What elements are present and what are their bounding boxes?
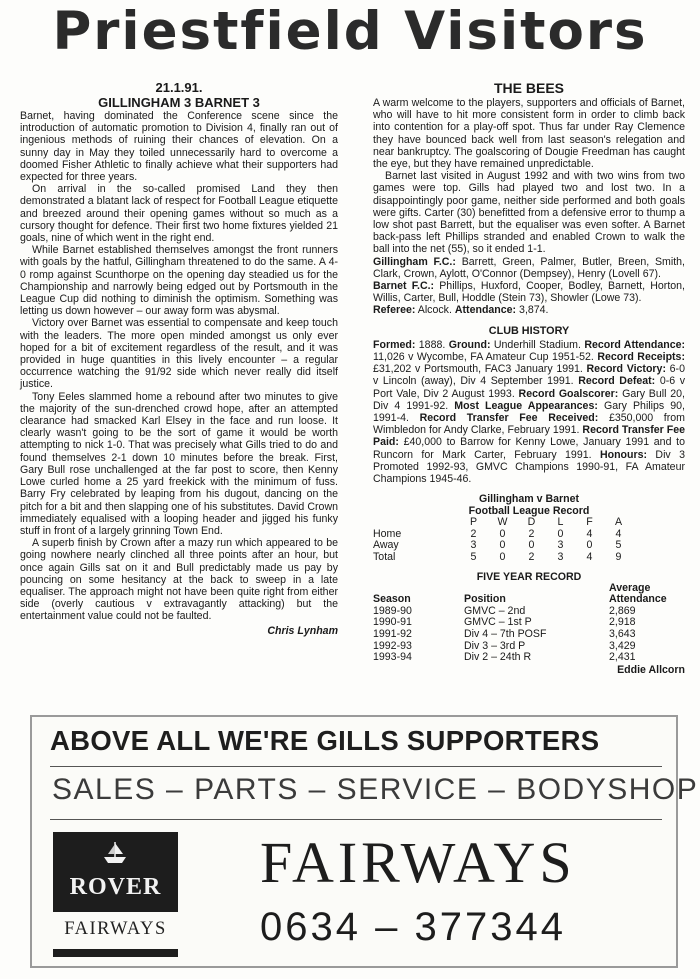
attendance-label: Attendance:	[454, 304, 517, 317]
history-value: Gary Bull 20, Div 4 1991-92.	[373, 387, 685, 412]
attendance-cell: 2,869	[609, 604, 636, 617]
five-year-title: FIVE YEAR RECORD	[476, 570, 582, 583]
history-label: Record Transfer Fee Received:	[419, 412, 599, 425]
bees-last-visit: Barnet last visited in August 1992 and with two wins from two games were top. Gills had played two and lost two. In a disappointingly poor game, neither side performed and both goals were gifts. Carter (30) benefitted from a defensive error to thump a low shot past Barrett, but the equaliser was even softer. A Barnet back-pass left Phillips stranded and enabled Crown to walk the ball into the net (55), so it ended 1-1.	[373, 170, 685, 256]
advert-services: SALES – PARTS – SERVICE – BODYSHOP	[52, 773, 699, 806]
table-cell: 2	[470, 527, 477, 540]
gills-lineup-players: Barrett, Green, Palmer, Butler, Breen, Smith, Clark, Crown, Aylott, O'Connor (Dempsey), Henry (Lovell 67).	[373, 255, 685, 280]
table-row	[373, 552, 633, 564]
history-label: Honours:	[599, 448, 648, 461]
column-header: L	[557, 516, 564, 529]
history-label: Record Transfer Fee Paid:	[373, 424, 685, 449]
rover-badge	[53, 832, 178, 912]
position-cell: GMVC – 1st P	[464, 616, 532, 629]
barnet-lineup-players: Phillips, Huxford, Cooper, Bodley, Barnett, Horton, Willis, Carter, Bull, Hoddle (Stein 73), Showler (Lowe 73).	[373, 280, 685, 305]
history-label: Record Defeat:	[578, 375, 656, 388]
column-header: Position	[464, 593, 506, 606]
table-cell: 5	[470, 551, 477, 564]
rover-wordmark: ROVER	[69, 874, 162, 900]
column-header: P	[469, 516, 478, 529]
history-value: 11,026 v Wycombe, FA Amateur Cup 1951-52.	[373, 351, 594, 364]
column-header	[609, 583, 685, 606]
season-cell: 1990-91	[373, 616, 412, 629]
position-cell: Div 4 – 7th POSF	[464, 628, 547, 641]
bees-column	[373, 80, 685, 676]
table-cell: 5	[615, 539, 622, 552]
history-value: £40,000 to Barrow for Kenny Lowe, January 1991 and to Runcorn for Mark Carter, February 1991.	[373, 436, 685, 461]
advert-slogan: ABOVE ALL WE'RE GILLS SUPPORTERS	[50, 725, 600, 756]
column-header: A	[614, 516, 623, 529]
table-cell: 2	[528, 551, 535, 564]
season-cell: 1989-90	[373, 604, 412, 617]
badge-underline	[53, 949, 178, 957]
report-paragraph: Tony Eeles slammed home a rebound after two minutes to give the majority of the sun-drenched crowd hope, after an attempted clearance had smacked Karl Elsey in the face and run loose. It clearly wasn't going to be the sort of game it would be worth attempting to nick 1-0. That was precisely what Gills tried to do and found themselves 2-1 down 10 minutes before the break. First, Gary Bull rose unchallenged at the far post to score, then Kenny Lowe curled home a 25 yard freekick with the minimum of fuss. Barry Fry celebrated by leaping from his dugout, dancing on the pitch for a bit and then slapping one of his substitutes. David Crown immediately equalised with a looping header and jigged his funky stuff in front of a largely grinning Town End.	[20, 390, 338, 537]
match-report	[20, 80, 338, 637]
five-year-table	[373, 583, 685, 664]
position-cell: Div 3 – 3rd P	[464, 639, 526, 652]
page-masthead: Priestfield Visitors	[52, 1, 648, 62]
attendance-header-line: Average	[609, 581, 651, 594]
position-cell: GMVC – 2nd	[464, 604, 526, 617]
barnet-lineup-label: Barnet F.C.:	[373, 280, 435, 293]
history-label: Formed:	[373, 338, 416, 351]
report-paragraph: A superb finish by Crown after a mazy run which appeared to be going nowhere nearly clinched all three points after an hour, but once again Gills sat on it and Bull predictably made us pay by pouncing on some hesitancy at the back to sweep in a late equaliser. The approach might not have been quite right from either side (overly cautious v extravagantly attacking) but the entertainment value could not be faulted.	[20, 537, 338, 623]
table-cell: 3	[557, 539, 564, 552]
advert-divider	[50, 819, 662, 820]
table-cell: 3	[470, 539, 477, 552]
bees-title: THE BEES	[493, 80, 564, 96]
history-value: Underhill Stadium.	[493, 338, 581, 351]
five-year-signoff: Eddie Allcorn	[617, 663, 685, 676]
row-label: Total	[373, 551, 396, 564]
report-paragraph: While Barnet established themselves amongst the front runners with goals by the hatful, Gillingham threatened to do the same. A 4-0 romp against Scunthorpe on the opening day steadied us for the Championship and narrowly being edged out by Portsmouth in the League Cup did nothing to diminish the optimism. Something was letting us down however – our away form was abysmal.	[20, 244, 338, 318]
history-label: Record Goalscorer:	[518, 387, 619, 400]
season-cell: 1991-92	[373, 628, 412, 641]
table-cell: 0	[528, 539, 535, 552]
club-history-title: CLUB HISTORY	[488, 324, 570, 337]
row-label: Away	[373, 539, 399, 552]
report-paragraph: On arrival in the so-called promised Land they then demonstrated a blatant lack of respect for Football League etiquette and breezed around their opening games without so much as a cursory thought for defence. Their first two home fixtures yielded 21 goals, nine of which went in the right end.	[20, 183, 338, 245]
history-value: 6-0 v Lincoln (away), Div 4 September 1991.	[373, 363, 685, 388]
attendance-value: 3,874.	[519, 304, 549, 317]
table-cell: 0	[499, 551, 506, 564]
advert-phone: 0634 – 377344	[260, 905, 566, 949]
bees-intro: A warm welcome to the players, supporters and officials of Barnet, who will have to hit more consistent form in order to climb back into contention for a play-off spot. Thus far under Ray Clemence they have bounced back well from last season's relegation and near bankruptcy. The goalscoring of Dougie Freedman has caught the eye, but they have remained unpredictable.	[373, 97, 685, 171]
report-headline: GILLINGHAM 3 BARNET 3	[98, 95, 260, 110]
history-value: Div 3 Promoted 1992-93, GMVC Champions 1990-91, FA Amateur Champions 1945-46.	[373, 448, 685, 486]
column-header: F	[586, 516, 593, 529]
advert-dealer-name: FAIRWAYS	[260, 830, 576, 895]
table-cell: 0	[557, 527, 564, 540]
barnet-lineup	[373, 280, 685, 304]
history-value: 1888.	[418, 338, 446, 351]
gills-lineup-label: Gillingham F.C.:	[373, 255, 456, 268]
table-cell: 2	[528, 527, 535, 540]
attendance-cell: 3,643	[609, 628, 636, 641]
viking-ship-icon	[101, 840, 129, 866]
history-label: Most League Appearances:	[454, 399, 598, 412]
table-row	[373, 652, 685, 664]
table-cell: 4	[586, 527, 593, 540]
history-label: Record Receipts:	[597, 351, 685, 364]
history-value: Gary Philips 90, 1991-4.	[373, 399, 685, 425]
report-paragraph: Barnet, having dominated the Conference scene since the introduction of automatic promotion to Division 4, finally ran out of ingenious methods of ruining their chances of elevation. On a sunny day in May they toiled unnecessarily hard to overcome a doomed Fisher Athletic to finally achieve what their supporters had expected for three years.	[20, 110, 338, 184]
table-row	[373, 629, 685, 641]
league-record-subtitle: Football League Record	[468, 505, 590, 518]
season-cell: 1992-93	[373, 639, 412, 652]
advert-divider	[50, 766, 662, 767]
table-cell: 4	[615, 527, 622, 540]
history-value: 0-6 v Port Vale, Div 2 August 1993.	[373, 375, 686, 400]
attendance-cell: 2,431	[609, 651, 636, 664]
table-cell: 4	[586, 551, 593, 564]
column-header: W	[497, 516, 508, 529]
history-label: Record Attendance:	[584, 338, 686, 351]
column-header: D	[527, 516, 536, 529]
table-cell: 3	[557, 551, 564, 564]
table-cell: 0	[499, 539, 506, 552]
column-header: Season	[373, 593, 411, 606]
table-cell: 9	[615, 551, 622, 564]
fairways-advert	[30, 715, 699, 968]
table-cell: 0	[499, 527, 506, 540]
history-label: Ground:	[448, 338, 491, 351]
league-record-title: Gillingham v Barnet	[478, 493, 580, 506]
referee-label: Referee:	[373, 304, 416, 317]
league-record-table	[373, 517, 633, 563]
report-date: 21.1.91.	[155, 80, 203, 95]
attendance-cell: 3,429	[609, 639, 636, 652]
history-value: £31,202 v Portsmouth, FAC3 January 1991.	[373, 363, 583, 376]
match-officials	[373, 304, 685, 316]
report-byline: Chris Lynham	[267, 624, 338, 637]
season-cell: 1993-94	[373, 651, 412, 664]
table-cell: 0	[586, 539, 593, 552]
referee-name: Alcock.	[417, 304, 452, 317]
badge-dealer-name: FAIRWAYS	[64, 919, 167, 939]
history-label: Record Victory:	[586, 363, 666, 376]
attendance-header-line: Attendance	[609, 593, 667, 606]
attendance-cell: 2,918	[609, 616, 636, 629]
club-history-text	[373, 339, 685, 485]
gills-lineup	[373, 256, 685, 280]
row-label: Home	[373, 527, 402, 540]
history-value: £350,000 from Wimbledon for Andy Clarke, February 1991.	[373, 412, 685, 437]
table-header-row	[373, 583, 685, 606]
report-paragraph: Victory over Barnet was essential to compensate and keep touch with the leaders. The more open minded amongst us only ever hoped for a bit of excitement regardless of the result, and it was provided in huge quantities in this lively encounter – a regular occurrence watching the 91/92 side which never really did itself justice.	[20, 317, 338, 391]
position-cell: Div 2 – 24th R	[464, 651, 532, 664]
